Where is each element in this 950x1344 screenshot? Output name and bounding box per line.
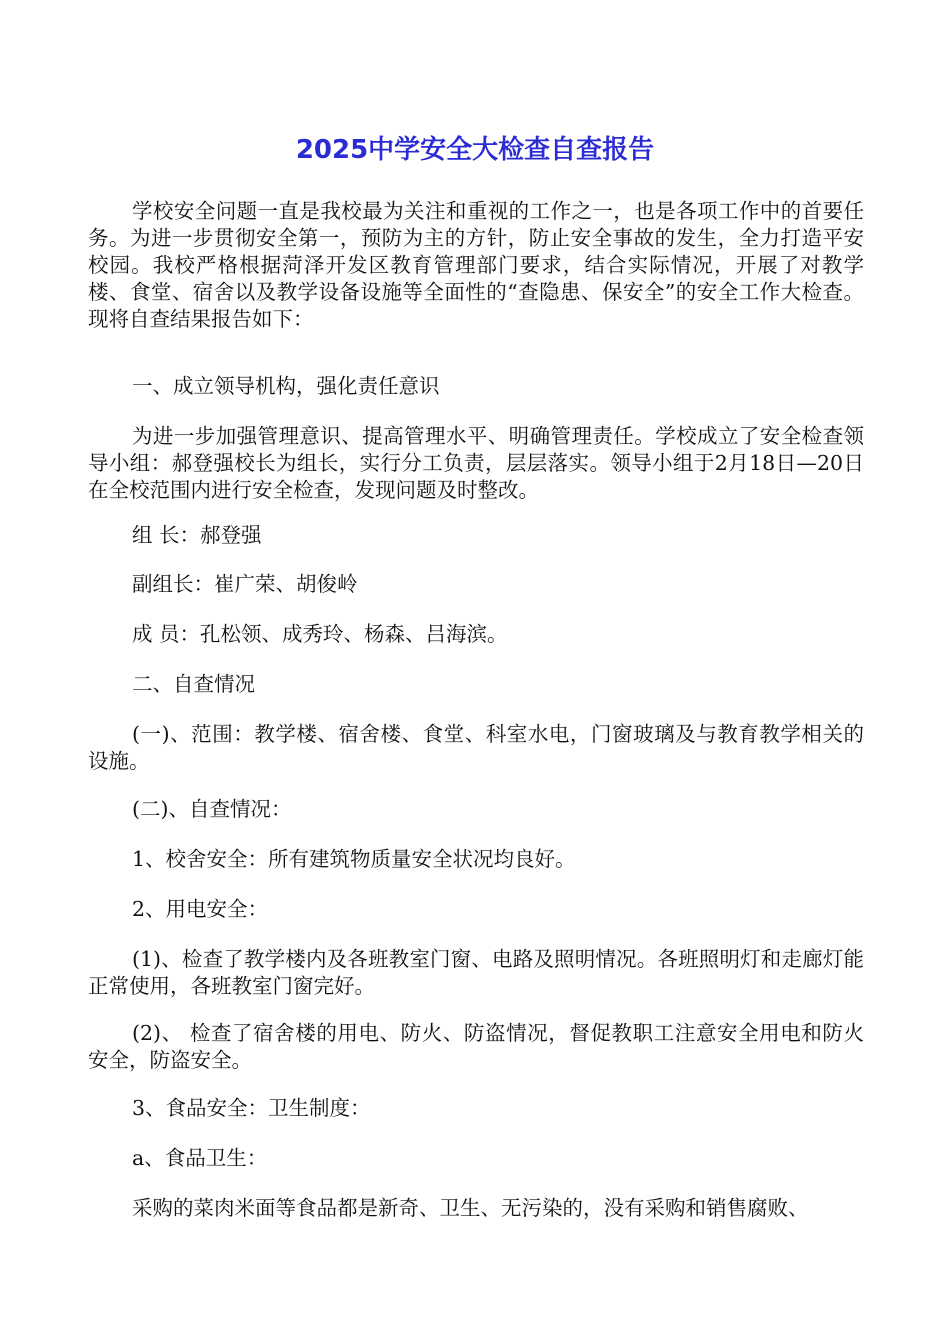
food-safety-heading: 3、食品安全：卫生制度： <box>132 1096 371 1120</box>
electric-safety-heading: 2、用电安全： <box>132 897 269 921</box>
section-heading-leadership: 一、成立领导机构，强化责任意识 <box>132 374 440 398</box>
leadership-paragraph: 为进一步加强管理意识、提高管理水平、明确管理责任。学校成立了安全检查领导小组：郝登强校长为组长，实行分工负责，层层落实。领导小组于2月18日—20日在全校范围内进行安全检查，发现问题及时整改。 <box>88 424 864 502</box>
document-title: 2025中学安全大检查自查报告 <box>295 135 655 165</box>
scope-paragraph: (一)、范围：教学楼、宿舍楼、食堂、科室水电，门窗玻璃及与教育教学相关的设施。 <box>88 722 864 773</box>
section-heading-self-inspection: 二、自查情况 <box>132 672 255 696</box>
building-safety-line: 1、校舍安全：所有建筑物质量安全状况均良好。 <box>132 847 576 871</box>
subsection-heading-self-inspection: (二)、自查情况： <box>132 797 292 821</box>
team-leader-line: 组 长：郝登强 <box>132 523 262 547</box>
members-line: 成 员：孔松领、成秀玲、杨森、吕海滨。 <box>132 622 508 646</box>
food-hygiene-heading: a、食品卫生： <box>132 1146 268 1170</box>
food-purchase-paragraph: 采购的菜肉米面等食品都是新奇、卫生、无污染的，没有采购和销售腐败、 <box>132 1196 809 1220</box>
electric-item-1: (1)、检查了教学楼内及各班教室门窗、电路及照明情况。各班照明灯和走廊灯能正常使用，各班教室门窗完好。 <box>88 947 864 998</box>
electric-item-2: (2)、 检查了宿舍楼的用电、防火、防盗情况，督促教职工注意安全用电和防火安全，防盗安全。 <box>88 1021 864 1072</box>
deputy-leader-line: 副组长：崔广荣、胡俊岭 <box>132 572 358 596</box>
intro-paragraph: 学校安全问题一直是我校最为关注和重视的工作之一，也是各项工作中的首要任务。为进一步贯彻安全第一，预防为主的方针，防止安全事故的发生，全力打造平安校园。我校严格根据菏泽开发区教育管理部门要求，结合实际情况，开展了对教学楼、食堂、宿舍以及教学设备设施等全面性的“查隐患、保安全”的安全工作大检查。现将自查结果报告如下： <box>88 199 864 331</box>
